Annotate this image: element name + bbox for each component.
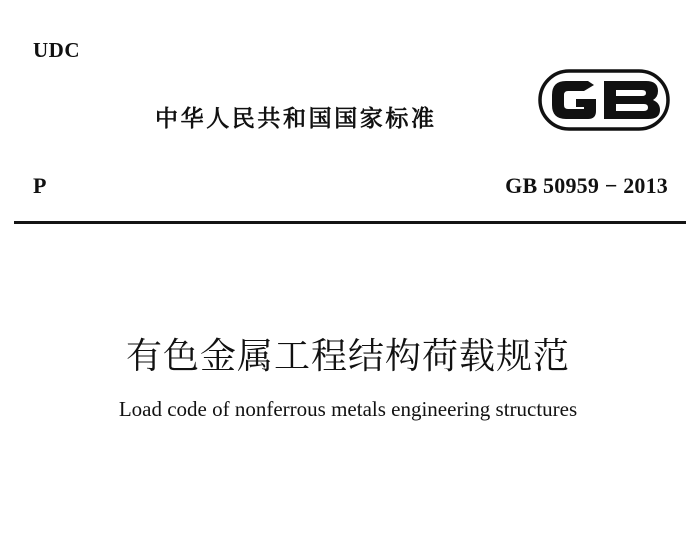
standard-number: GB 50959 − 2013 <box>505 173 668 198</box>
header-divider <box>14 221 686 224</box>
title-chinese: 有色金属工程结构荷载规范 <box>125 336 570 377</box>
title-english: Load code of nonferrous metals engineering structures <box>118 397 578 421</box>
standard-type-heading: 中华人民共和国国家标准 <box>155 106 437 132</box>
gb-logo-icon <box>538 69 670 131</box>
category-code: P <box>33 173 47 198</box>
udc-label: UDC <box>33 38 80 62</box>
